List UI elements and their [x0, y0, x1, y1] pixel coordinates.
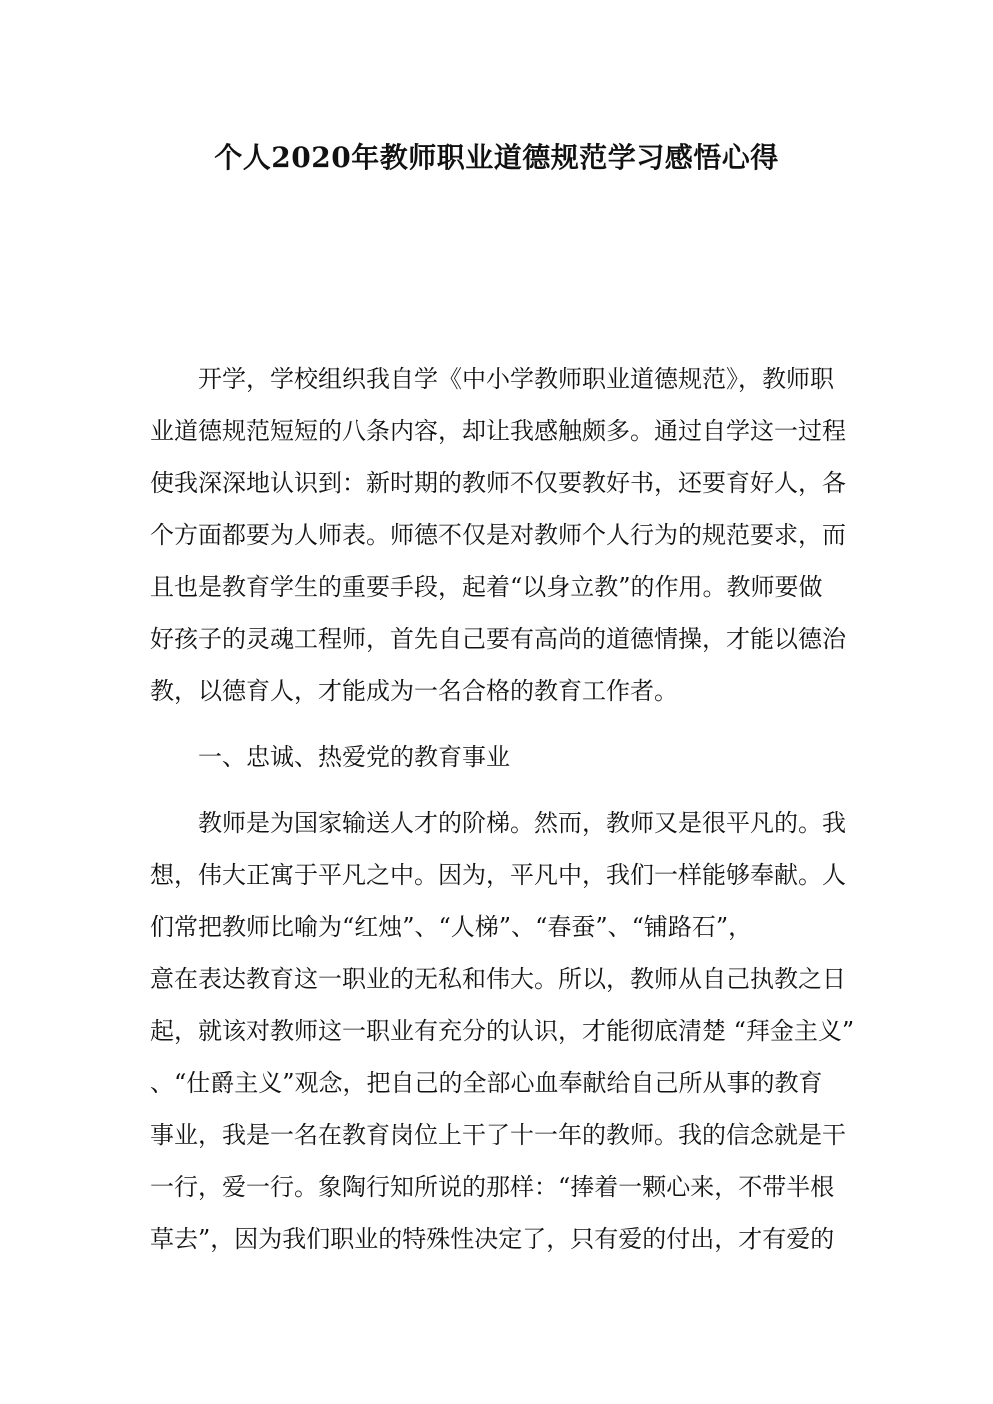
paragraph-2-line-4: 意在表达教育这一职业的无私和伟大。所以，教师从自己执教之日: [150, 965, 846, 993]
paragraph-1-line-1: 开学，学校组织我自学《中小学教师职业道德规范》，教师职: [198, 365, 834, 393]
document-title: 个人2020年教师职业道德规范学习感悟心得: [214, 141, 779, 174]
paragraph-2-line-3: 们常把教师比喻为“红烛”、“人梯”、“春蚕”、“铺路石”，: [150, 913, 753, 941]
section-heading: 一、忠诚、热爱党的教育事业: [198, 743, 510, 771]
paragraph-1-line-3: 使我深深地认识到：新时期的教师不仅要教好书，还要育好人，各: [150, 469, 846, 497]
paragraph-2-line-7: 事业，我是一名在教育岗位上干了十一年的教师。我的信念就是干: [150, 1121, 846, 1149]
paragraph-2-line-9: 草去”，因为我们职业的特殊性决定了，只有爱的付出，才有爱的: [150, 1225, 835, 1253]
paragraph-1-line-2: 业道德规范短短的八条内容，却让我感触颇多。通过自学这一过程: [150, 417, 846, 445]
paragraph-2-line-1: 教师是为国家输送人才的阶梯。然而，教师又是很平凡的。我: [198, 809, 846, 837]
paragraph-1-line-5: 且也是教育学生的重要手段，起着“以身立教”的作用。教师要做: [150, 573, 823, 601]
paragraph-1-line-6: 好孩子的灵魂工程师，首先自己要有高尚的道德情操，才能以德治: [150, 625, 846, 653]
paragraph-2-line-2: 想，伟大正寓于平凡之中。因为，平凡中，我们一样能够奉献。人: [150, 861, 846, 889]
paragraph-2-line-8: 一行，爱一行。象陶行知所说的那样：“捧着一颗心来，不带半根: [150, 1173, 835, 1201]
paragraph-1-line-7: 教，以德育人，才能成为一名合格的教育工作者。: [150, 677, 678, 705]
paragraph-2-line-6: 、“仕爵主义”观念，把自己的全部心血奉献给自己所从事的教育: [150, 1069, 823, 1097]
paragraph-1-line-4: 个方面都要为人师表。师德不仅是对教师个人行为的规范要求，而: [150, 521, 846, 549]
paragraph-2-line-5: 起，就该对教师这一职业有充分的认识，才能彻底清楚 “拜金主义”: [150, 1017, 855, 1045]
